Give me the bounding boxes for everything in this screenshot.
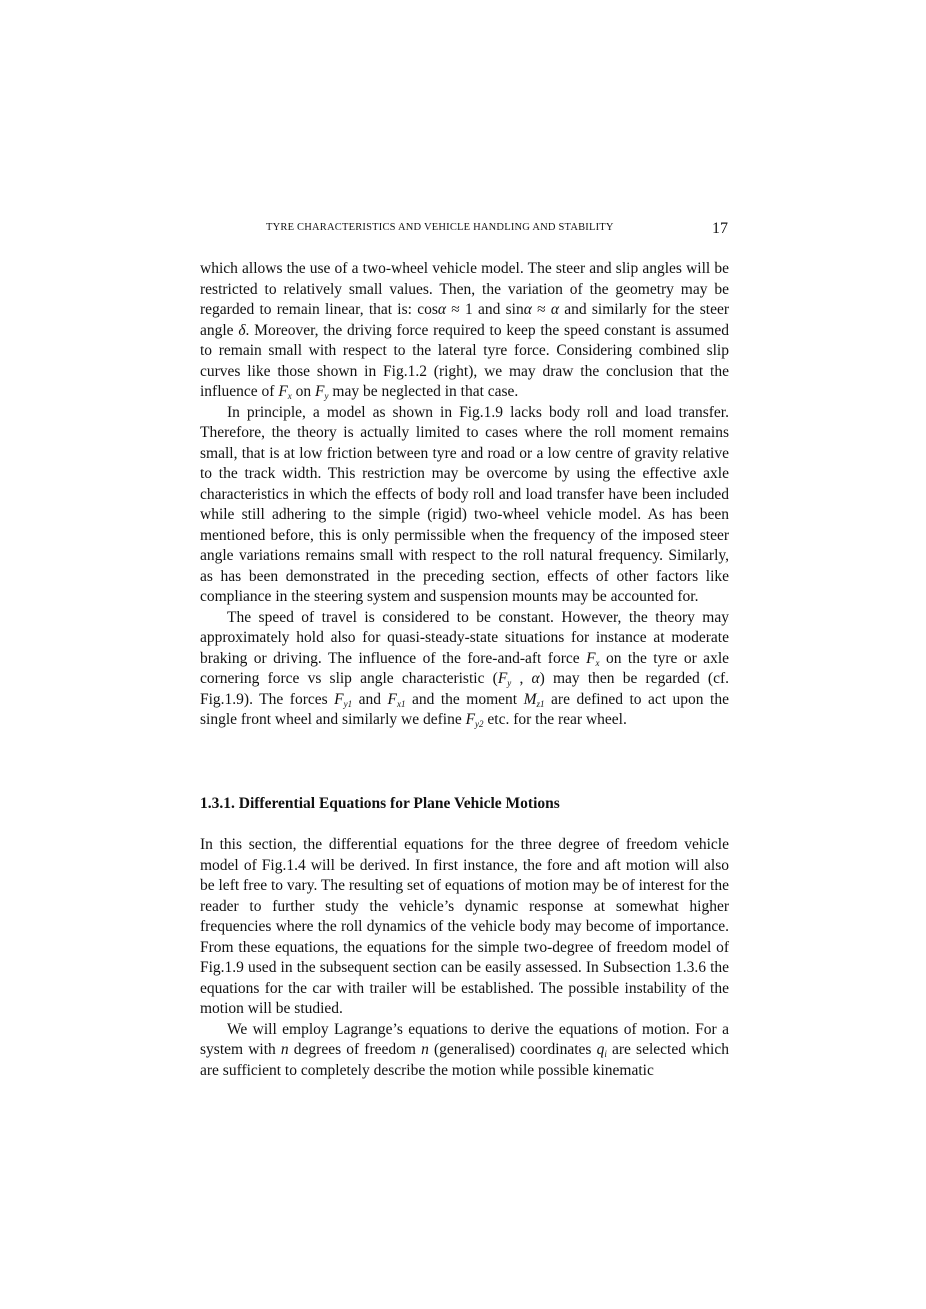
text-run: which allows the use of a two-wheel vehicle model. The steer and slip angles will be restricted to relatively small values. Then, the variation of the geometry may be regarded to remain linear, that is: cos xyxy=(200,260,729,318)
text-run: and xyxy=(352,690,388,708)
text-run: . Moreover, the driving force required to keep the speed constant is assumed to remain small with respect to the lateral tyre force. Considering combined slip curves like those shown in Fig.1.2 (right), we may draw the conclusion that the influence of xyxy=(200,321,729,400)
body-text-upper xyxy=(200,259,729,731)
text-run: The speed of travel is considered to be constant. However, the theory may approximately hold also for quasi-steady-state situations for instance at moderate braking or driving. The influence of the fore-and-aft force xyxy=(200,608,729,667)
text-run: are selected which are sufficient to completely describe the motion while possible kinematic xyxy=(200,1041,729,1079)
paragraph-4: In this section, the differential equations for the three degree of freedom vehicle model of Fig.1.4 will be derived. In first instance, the fore and aft motion will also be left free to vary. The resulting set of equations of motion may be of interest for the reader to further study the vehicle’s dynamic response at somewhat higher frequencies where the roll dynamics of the vehicle body may become of importance. From these equations, the equations for the simple two-degree of freedom model of Fig.1.9 used in the subsequent section can be easily assessed. In Subsection 1.3.6 the equations for the car with trailer will be established. The possible instability of the motion will be studied. xyxy=(200,836,729,1017)
symbol-alpha: α xyxy=(437,301,447,318)
page-number: 17 xyxy=(712,220,728,237)
section-heading: 1.3.1. Differential Equations for Plane Vehicle Motions xyxy=(200,795,560,812)
text-run: (generalised) coordinates xyxy=(428,1041,597,1058)
symbol-n: n xyxy=(280,1041,289,1058)
symbol-alpha: α xyxy=(550,301,560,318)
text-run: are defined to act upon the single front wheel and similarly we define xyxy=(200,690,729,728)
text-run: ) may then be regarded (cf. Fig.1.9). The forces xyxy=(200,670,729,708)
subscript: z1 xyxy=(536,698,545,709)
text-run: ≈ xyxy=(531,301,551,318)
subscript: y xyxy=(324,391,329,401)
symbol-M: M xyxy=(523,690,537,708)
symbol-alpha: α xyxy=(523,301,532,318)
symbol-n: n xyxy=(421,1041,429,1058)
symbol-q: q xyxy=(596,1041,605,1058)
text-run: on xyxy=(291,383,316,400)
text-run: degrees of freedom xyxy=(288,1041,422,1058)
text-run: etc. for the rear wheel. xyxy=(483,711,627,728)
subscript: y xyxy=(507,678,512,688)
text-run: , xyxy=(511,670,532,687)
subscript: y2 xyxy=(475,719,484,729)
subscript: x1 xyxy=(396,698,406,709)
subscript: y1 xyxy=(343,698,353,709)
symbol-F: F xyxy=(315,383,325,400)
symbol-F: F xyxy=(465,711,476,728)
text-run: on the tyre or axle cornering force vs slip angle characteristic ( xyxy=(200,649,730,687)
text-run: We will employ Lagrange’s equations to derive the equations of motion. For a system with xyxy=(200,1020,729,1058)
symbol-delta: δ xyxy=(238,321,246,339)
symbol-F: F xyxy=(334,690,344,708)
paragraph-5 xyxy=(200,1020,729,1082)
running-title: TYRE CHARACTERISTICS AND VEHICLE HANDLING AND STABILITY xyxy=(266,222,614,233)
paragraph-1 xyxy=(200,259,729,403)
subscript: x xyxy=(287,391,292,401)
body-text-lower xyxy=(200,835,729,1081)
subscript: x xyxy=(595,657,600,668)
symbol-F: F xyxy=(586,649,596,667)
text-run: and similarly for the steer angle xyxy=(200,301,729,339)
symbol-F: F xyxy=(278,383,288,400)
paragraph-2: In principle, a model as shown in Fig.1.9 lacks body roll and load transfer. Therefore, the theory is actually limited to cases where the roll moment remains small, that is at low friction between tyre and road or a low centre of gravity relative to the track width. This restriction may be overcome by using the effective axle characteristics in which the effects of body roll and load transfer have been included while still adhering to the simple (rigid) two-wheel vehicle model. As has been mentioned before, this is only permissible when the frequency of the imposed steer angle variations remains small with respect to the roll natural frequency. Similarly, as has been demonstrated in the preceding section, effects of other factors like compliance in the steering system and suspension mounts may be accounted for. xyxy=(200,403,729,605)
text-run: may be neglected in that case. xyxy=(328,383,519,400)
paragraph-3 xyxy=(200,608,729,731)
symbol-F: F xyxy=(387,690,397,708)
text-run: and the moment xyxy=(405,690,524,708)
symbol-F: F xyxy=(497,670,508,687)
running-header xyxy=(200,220,730,240)
subscript: i xyxy=(604,1049,607,1059)
symbol-alpha: α xyxy=(531,670,540,687)
text-run: ≈ 1 and sin xyxy=(446,301,524,318)
